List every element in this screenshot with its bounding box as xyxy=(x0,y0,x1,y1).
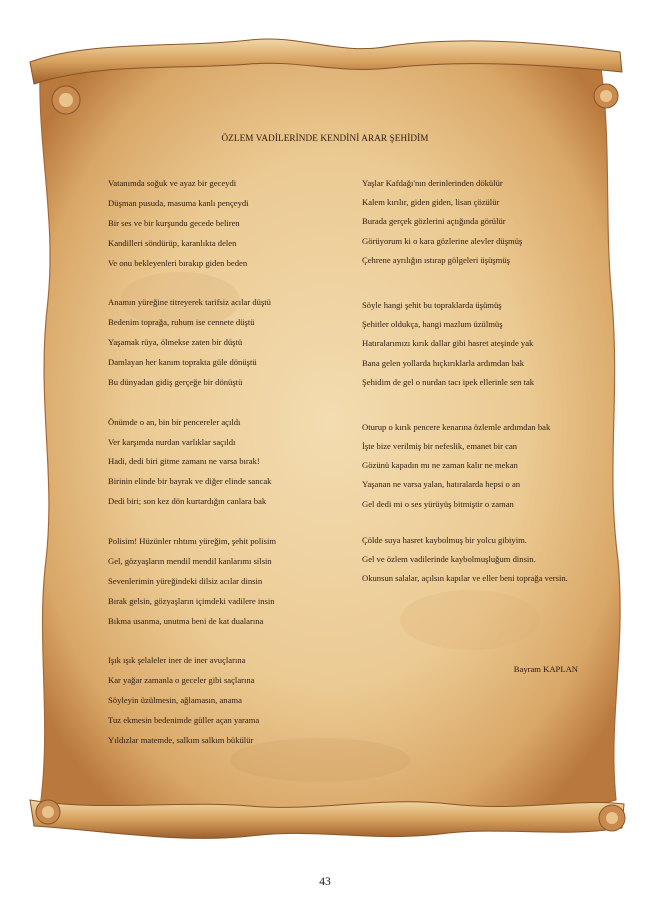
verse-line: Çölde suya hasret kaybolmuş bir yolcu gibiyim. xyxy=(362,534,527,545)
verse-line: Çehrene ayrılığın ıstırap gölgeleri üşüşmüş xyxy=(362,254,510,265)
verse-line: Yaşlar Kafdağı'nın derinlerinden dökülür xyxy=(362,178,503,188)
verse-line: Vatanımda soğuk ve ayaz bir geceydi xyxy=(108,178,237,188)
verse-line: Şehitler oldukça, hangi mazlum üzülmüş xyxy=(362,319,503,330)
verse-line: Söyle hangi şehit bu topraklarda üşümüş xyxy=(362,299,502,310)
verse-line: Hadi, dedi biri gitme zamanı ne varsa bırak! xyxy=(108,456,260,467)
verse-line: Anamın yüreğine titreyerek tarifsiz acılar düştü xyxy=(108,297,271,308)
verse-line: Tuz ekmesin bedenimde güller açan yarama xyxy=(108,715,260,726)
verse-line: Gözünü kapadın mı ne zaman kalır ne mekan xyxy=(362,460,518,471)
poem-title: ÖZLEM VADİLERİNDE KENDİNİ ARAR ŞEHİDİM xyxy=(221,133,429,143)
verse-line: Polisim! Hüzünler rıhtımı yüreğim, şehit polisim xyxy=(108,536,277,547)
verse-line: Okunsun salalar, açılsın kapılar ve eller beni toprağa versin. xyxy=(362,573,568,584)
verse-line: Önümde o an, bin bir pencereler açıldı xyxy=(108,416,241,427)
verse-line: Gel, gözyaşların mendil mendil kanlarımı silsin xyxy=(108,555,272,566)
verse-line: İşte bize verilmiş bir nefeslik, emanet bir can xyxy=(362,441,518,452)
verse-line: Görüyorum ki o kara gözlerine alevler düşmüş xyxy=(362,235,523,246)
verse-line: Yaşamak rüya, ölmekse zaten bir düştü xyxy=(108,337,243,348)
verse-line: Yaşanan ne varsa yalan, hatıralarda hepsi o an xyxy=(362,479,521,490)
page-number: 43 xyxy=(319,876,331,888)
verse-line: Damlayan her kanım toprakta güle dönüştü xyxy=(108,357,257,368)
verse-line: Burada gerçek gözlerini açtığında görülür xyxy=(362,216,506,227)
poem-left-column xyxy=(108,178,343,755)
verse-line: Yıldızlar matemde, salkım salkım bükülür xyxy=(108,734,254,745)
verse-line: Gel ve özlem vadilerinde kaybolmuşluğum dinsin. xyxy=(362,554,536,564)
verse-line: Kar yağar zamanla o geceler gibi saçlarına xyxy=(108,675,255,686)
verse-line: Şehidim de gel o nurdan tacı ipek ellerinle sen tak xyxy=(362,376,535,387)
verse-line: Dedi biri; son kez dön kurtardığın canlara bak xyxy=(108,496,267,507)
verse-line: Oturup o kırık pencere kenarına özlemle ardımdan bak xyxy=(362,421,551,432)
verse-line: Kandilleri söndürüp, karanlıkta delen xyxy=(108,237,237,248)
verse-line: Işık ışık şelaleler iner de iner avuçlarına xyxy=(108,655,246,666)
verse-line: Söyleyin üzülmesin, ağlamasın, anama xyxy=(108,695,242,706)
verse-line: Bir ses ve bir kurşundu gecede beliren xyxy=(108,217,240,228)
poem-right-column xyxy=(362,178,580,592)
verse-line: Hatıralarımızı kırık dallar gibi hasret ateşinde yak xyxy=(362,338,534,349)
verse-line: Sevenlerimin yüreğindeki dilsiz acılar dinsin xyxy=(108,575,263,586)
verse-line: Ver karşımda nurdan varlıklar saçıldı xyxy=(108,436,236,447)
verse-line: Bıkma usanma, unutma beni de kat dualarına xyxy=(108,615,264,626)
verse-line: Ve onu bekleyenleri bırakıp giden beden xyxy=(108,257,248,268)
verse-line: Bedenim toprağa, ruhum ise cennete düştü xyxy=(108,317,255,328)
verse-line: Gel dedi mi o ses yürüyüş bitmiştir o zaman xyxy=(362,498,514,509)
verse-line: Kalem kırılır, giden giden, lisan çözülür xyxy=(362,197,500,208)
author-signature: Bayram KAPLAN xyxy=(513,664,578,674)
verse-line: Bu dünyadan gidiş gerçeğe bir dönüştü xyxy=(108,376,243,387)
verse-line: Birinin elinde bir bayrak ve diğer elinde sancak xyxy=(108,476,272,487)
verse-line: Bırak gelsin, gözyaşların içimdeki vadilere insin xyxy=(108,595,275,606)
verse-line: Düşman pusuda, masuma kanlı pençeydi xyxy=(108,197,249,208)
verse-line: Bana gelen yollarda hıçkırıklarla ardımdan bak xyxy=(362,357,525,368)
